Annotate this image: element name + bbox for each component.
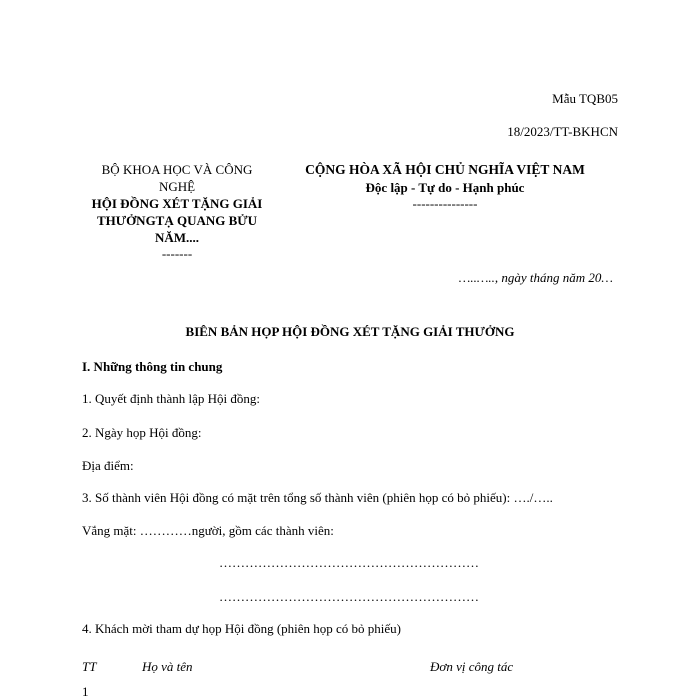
form-code: Mẫu TQB05 [552, 91, 618, 106]
document-title: BIÊN BẢN HỌP HỘI ĐỒNG XÉT TẶNG GIẢI THƯỞNG [185, 324, 515, 339]
table-header-unit: Đơn vị công tác [430, 659, 514, 674]
ministry-name: BỘ KHOA HỌC VÀ CÔNG NGHỆ [101, 162, 253, 194]
national-motto: Độc lập - Tự do - Hạnh phúc [365, 180, 525, 195]
members-present-line: 3. Số thành viên Hội đồng có mặt trên tổng số thành viên (phiên họp có bỏ phiếu): …./….. [82, 490, 553, 505]
decision-line: 1. Quyết định thành lập Hội đồng: [82, 391, 261, 406]
table-header-name: Họ và tên [142, 659, 193, 674]
section-heading-general-info: I. Những thông tin chung [82, 359, 223, 374]
dotted-fill-line: …………………………………………………… [219, 589, 479, 604]
issuing-authority-header [82, 161, 272, 262]
table-row-number: 1 [82, 684, 89, 699]
left-header-divider: ------- [161, 246, 193, 261]
right-header-divider: --------------- [412, 196, 478, 211]
dotted-fill-line: …………………………………………………… [219, 555, 479, 570]
meeting-date-line: 2. Ngày họp Hội đồng: [82, 425, 202, 440]
date-line: …..….., ngày tháng năm 20… [458, 270, 613, 285]
national-header [290, 161, 600, 211]
council-name: HỘI ĐỒNG XÉT TẶNG GIẢI THƯỞNGTẠ QUANG BỬU NĂM.... [91, 196, 263, 245]
location-line: Địa điểm: [82, 458, 134, 473]
table-header-tt: TT [82, 659, 97, 674]
nation-name: CỘNG HÒA XÃ HỘI CHỦ NGHĨA VIỆT NAM [305, 162, 585, 177]
guests-line: 4. Khách mời tham dự họp Hội đồng (phiên họp có bỏ phiếu) [82, 621, 402, 636]
circular-number: 18/2023/TT-BKHCN [507, 124, 618, 139]
absent-line: Vắng mặt: …………người, gồm các thành viên: [82, 523, 334, 538]
